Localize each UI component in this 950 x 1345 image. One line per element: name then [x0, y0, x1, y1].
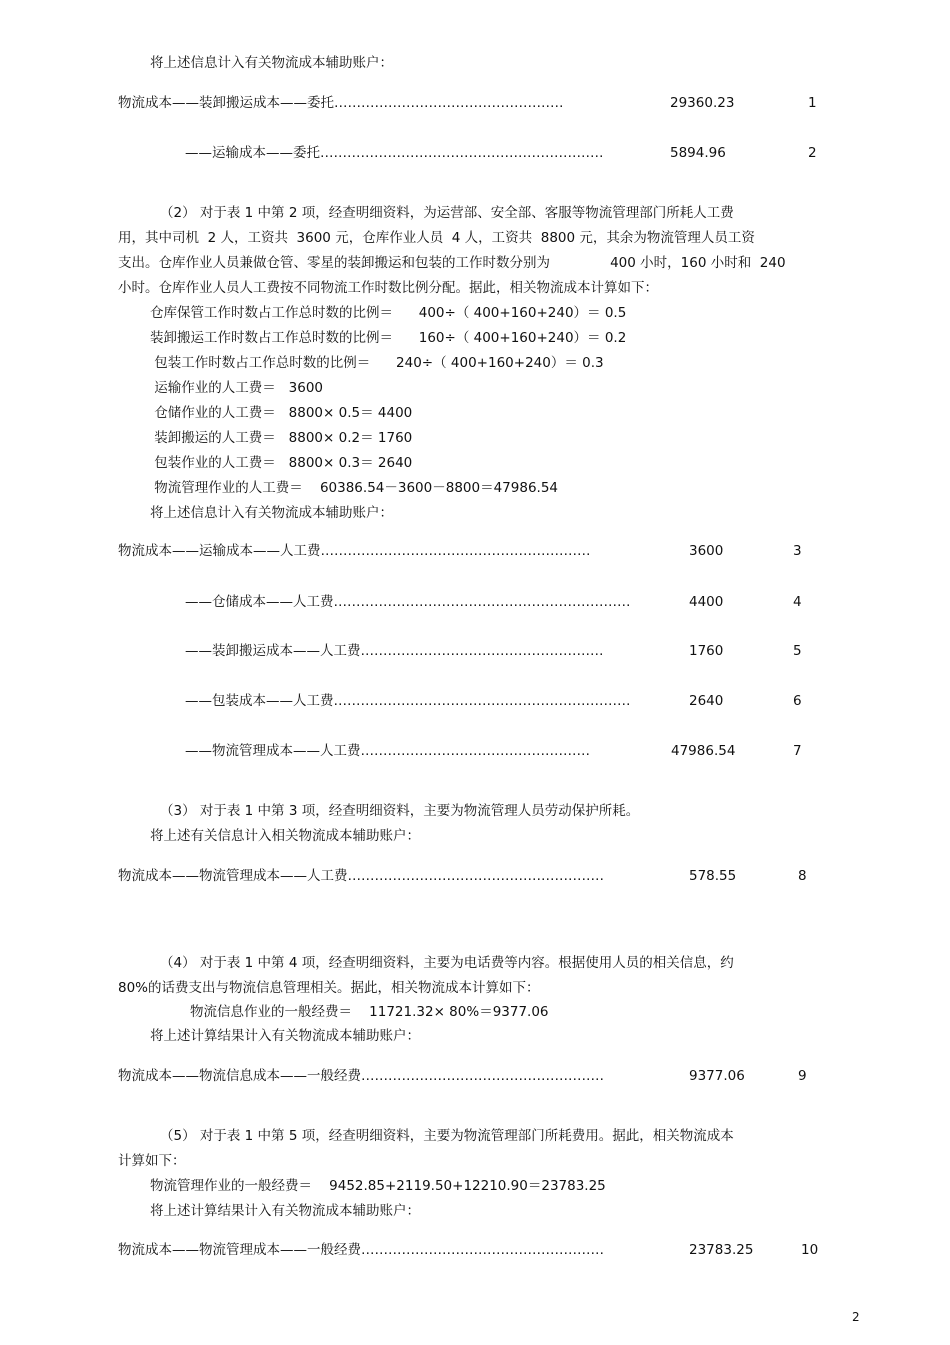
calc-line: 物流管理作业的一般经费＝ 9452.85+2119.50+12210.90＝23783.25	[150, 1178, 606, 1194]
entry-number: 2	[808, 145, 817, 161]
intro-text: 将上述信息计入有关物流成本辅助账户：	[150, 55, 393, 71]
entry-label: 物流成本——物流管理成本——人工费…………………………………………………	[118, 868, 604, 884]
entry-amount: 4400	[689, 594, 724, 610]
calc-line: 物流信息作业的一般经费＝ 11721.32× 80%＝9377.06	[190, 1004, 549, 1020]
calc-line: 包装作业的人工费＝ 8800× 0.3＝ 2640	[150, 455, 413, 471]
entry-label: 物流成本——运输成本——人工费……………………………………………………	[118, 543, 591, 559]
entry-number: 1	[808, 95, 817, 111]
intro-text: 将上述计算结果计入有关物流成本辅助账户：	[150, 1203, 420, 1219]
entry-number: 7	[793, 743, 802, 759]
intro-text: 将上述有关信息计入相关物流成本辅助账户：	[150, 828, 420, 844]
entry-label: 物流成本——装卸搬运成本——委托……………………………………………	[118, 95, 564, 111]
entry-label: ——物流管理成本——人工费……………………………………………	[185, 743, 590, 759]
entry-number: 4	[793, 594, 802, 610]
paragraph-line: 80%的话费支出与物流信息管理相关。据此，相关物流成本计算如下：	[118, 980, 540, 996]
entry-number: 8	[798, 868, 807, 884]
paragraph-line: 用，其中司机 2 人，工资共 3600 元，仓库作业人员 4 人，工资共 8800 元，其余为物流管理人员工资	[118, 230, 755, 246]
paragraph-line: 支出。仓库作业人员兼做仓管、零星的装卸搬运和包装的工作时数分别为 400 小时，160 小时和 240	[118, 255, 786, 271]
calc-line: 装卸搬运的人工费＝ 8800× 0.2＝ 1760	[150, 430, 413, 446]
entry-amount: 3600	[689, 543, 724, 559]
calc-line: 运输作业的人工费＝ 3600	[150, 380, 324, 396]
entry-amount: 2640	[689, 693, 724, 709]
paragraph-line: 小时。仓库作业人员人工费按不同物流工作时数比例分配。据此，相关物流成本计算如下：	[118, 280, 658, 296]
entry-amount: 23783.25	[689, 1242, 754, 1258]
entry-amount: 47986.54	[671, 743, 736, 759]
intro-text: 将上述信息计入有关物流成本辅助账户：	[150, 505, 393, 521]
entry-amount: 29360.23	[670, 95, 735, 111]
paragraph-line: （4） 对于表 1 中第 4 项，经查明细资料，主要为电话费等内容。根据使用人员的相关信息，约	[160, 955, 734, 971]
calc-line: 仓储作业的人工费＝ 8800× 0.5＝ 4400	[150, 405, 413, 421]
calc-line: 物流管理作业的人工费＝ 60386.54－3600－8800＝47986.54	[150, 480, 558, 496]
paragraph-line: 计算如下：	[118, 1153, 186, 1169]
calc-line: 仓库保管工作时数占工作总时数的比例＝ 400÷（ 400+160+240）＝ 0.5	[150, 305, 627, 321]
entry-amount: 5894.96	[670, 145, 726, 161]
entry-label: ——运输成本——委托………………………………………………………	[185, 145, 604, 161]
entry-label: 物流成本——物流信息成本——一般经费………………………………………………	[118, 1068, 604, 1084]
entry-number: 5	[793, 643, 802, 659]
entry-number: 9	[798, 1068, 807, 1084]
entry-number: 3	[793, 543, 802, 559]
paragraph-line: （5） 对于表 1 中第 5 项，经查明细资料，主要为物流管理部门所耗费用。据此，相关物流成本	[160, 1128, 734, 1144]
entry-label: ——包装成本——人工费…………………………………………………………	[185, 693, 631, 709]
entry-label: 物流成本——物流管理成本——一般经费………………………………………………	[118, 1242, 604, 1258]
entry-amount: 1760	[689, 643, 724, 659]
entry-label: ——仓储成本——人工费…………………………………………………………	[185, 594, 631, 610]
calc-line: 装卸搬运工作时数占工作总时数的比例＝ 160÷（ 400+160+240）＝ 0.2	[150, 330, 627, 346]
intro-text: 将上述计算结果计入有关物流成本辅助账户：	[150, 1028, 420, 1044]
entry-label: ——装卸搬运成本——人工费………………………………………………	[185, 643, 604, 659]
entry-amount: 9377.06	[689, 1068, 745, 1084]
page-number: 2	[852, 1310, 860, 1324]
paragraph-line: （2） 对于表 1 中第 2 项，经查明细资料，为运营部、安全部、客服等物流管理部门所耗人工费	[160, 205, 734, 221]
calc-line: 包装工作时数占工作总时数的比例＝ 240÷（ 400+160+240）＝ 0.3	[150, 355, 604, 371]
paragraph-line: （3） 对于表 1 中第 3 项，经查明细资料，主要为物流管理人员劳动保护所耗。	[160, 803, 640, 819]
entry-amount: 578.55	[689, 868, 737, 884]
entry-number: 6	[793, 693, 802, 709]
entry-number: 10	[801, 1242, 819, 1258]
